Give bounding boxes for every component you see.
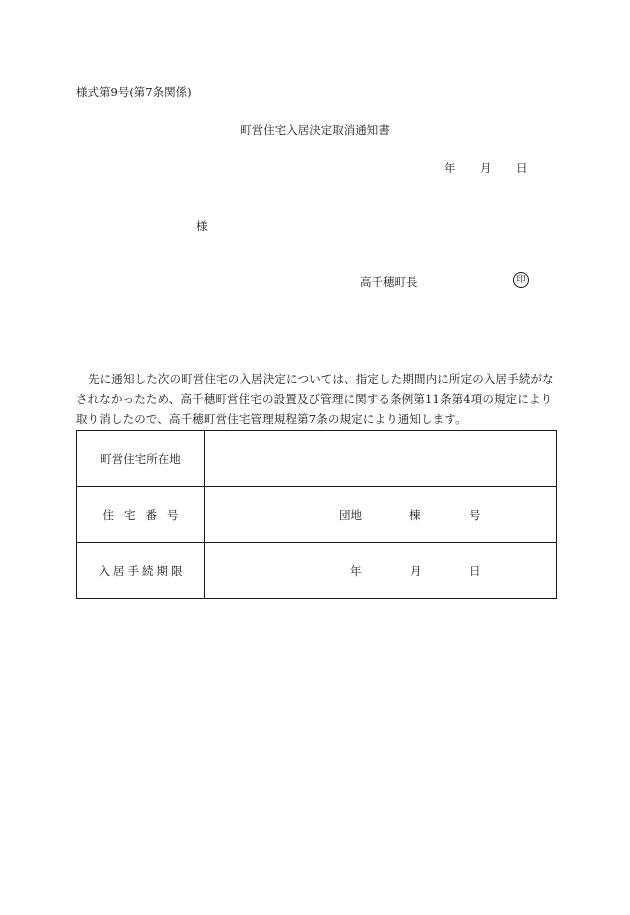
notice-body-text: 先に通知した次の町営住宅の入居決定については、指定した期間内に所定の入居手続がなされなかったため、高千穂町営住宅の設置及び管理に関する条例第11条第4項の規定により取り消したので、高千穂町営住宅管理規程第7条の規定により通知します。: [76, 372, 554, 426]
info-table: [76, 430, 557, 599]
issuer-name: 高千穂町長: [360, 275, 418, 289]
addressee-honorific: 様: [196, 219, 208, 233]
deadline-day-unit: 日: [469, 563, 481, 578]
housing-number-value: [205, 487, 557, 543]
date-month-label: 月: [480, 161, 492, 175]
unit-tou: 棟: [409, 507, 421, 522]
deadline-month-unit: 月: [410, 563, 422, 578]
deadline-value: [205, 543, 557, 599]
deadline-label: 入居手続期限: [98, 563, 186, 578]
unit-danchi: 団地: [339, 507, 362, 522]
table-row-housing-number: [77, 487, 557, 543]
date-day-label: 日: [516, 161, 528, 175]
unit-gou: 号: [469, 507, 481, 522]
deadline-year-unit: 年: [350, 563, 362, 578]
seal-mark: 印: [513, 272, 529, 288]
table-row-location: [77, 431, 557, 487]
location-value: [205, 431, 557, 487]
housing-number-label: 住宅番号: [102, 507, 189, 522]
date-year-label: 年: [444, 161, 456, 175]
form-number: 様式第9号(第7条関係): [76, 85, 192, 99]
location-label: 町営住宅所在地: [77, 431, 205, 487]
document-title: 町営住宅入居決定取消通知書: [240, 123, 390, 137]
table-row-deadline: [77, 543, 557, 599]
